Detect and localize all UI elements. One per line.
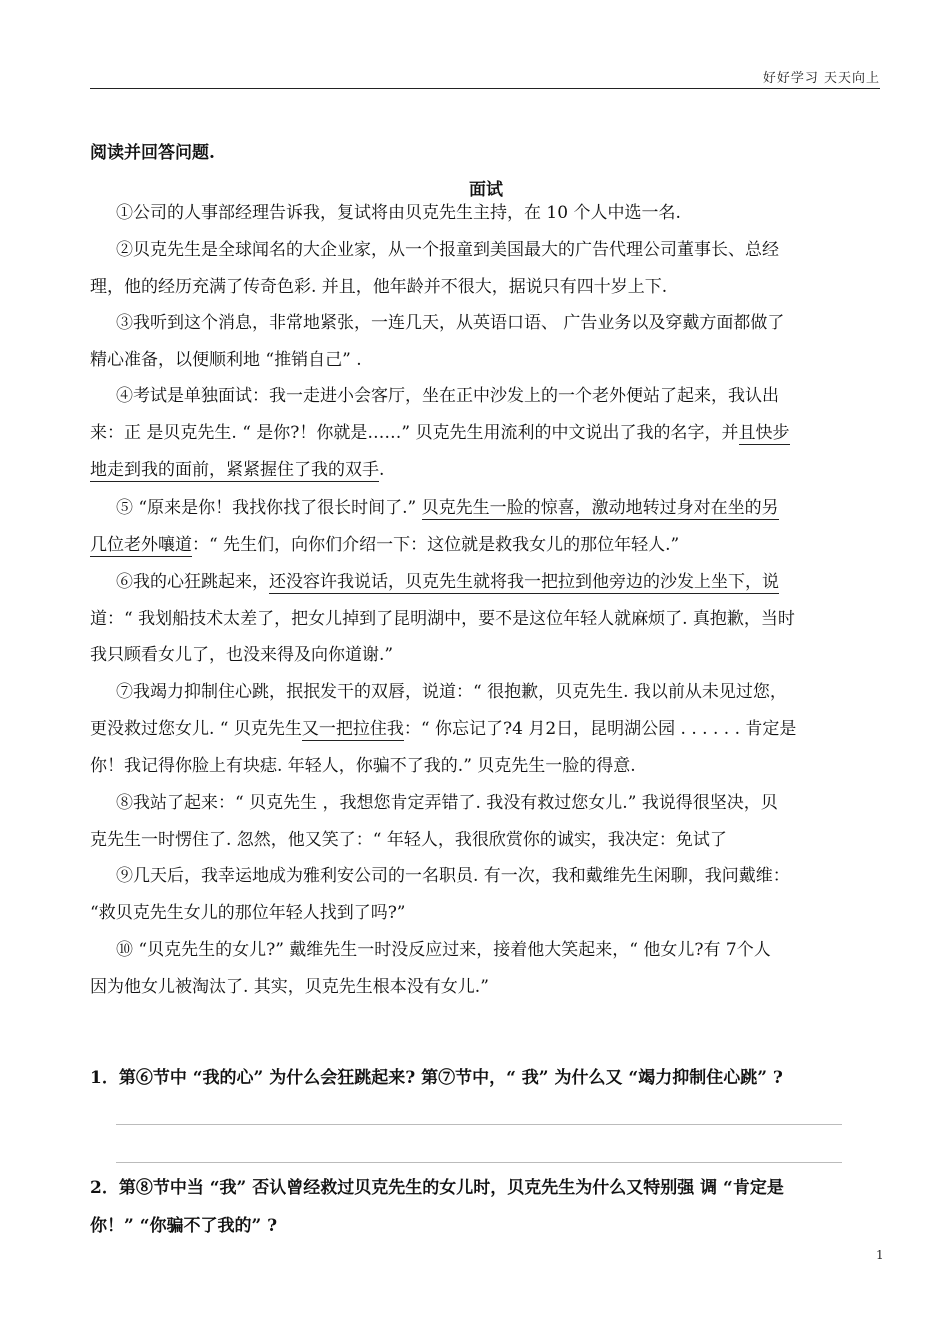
paragraph-line — [116, 313, 784, 333]
text-segment: 理，他的经历充满了传奇色彩. 并且，他年龄并不很大，据说只有四十岁上下. — [90, 277, 668, 297]
underlined-text: 还没容许我说话，贝克先生就将我一把拉到他旁边的沙发上坐下，说 — [269, 572, 779, 592]
text-segment: ④考试是单独面试：我一走进小会客厅，坐在正中沙发上的一个老外便站了起来，我认出 — [116, 386, 779, 406]
paragraph-line — [116, 572, 779, 592]
underlined-text: 且快步 — [738, 423, 790, 443]
paragraph-line — [90, 645, 393, 665]
paragraph-line — [116, 240, 779, 260]
paragraph-line — [116, 866, 790, 886]
paragraph-line — [90, 535, 679, 555]
text-segment: 更没救过您女儿. “ 贝克先生 — [90, 719, 302, 739]
text-segment: “救贝克先生女儿的那位年轻人找到了吗?” — [90, 903, 406, 923]
paragraph-line — [90, 830, 727, 850]
text-segment: . — [379, 460, 385, 480]
page-number: 1 — [876, 1248, 884, 1262]
paragraph-line — [116, 386, 779, 406]
paragraph-line — [116, 498, 779, 518]
paragraph-line — [116, 682, 787, 702]
text-segment: ⑥我的心狂跳起来， — [116, 572, 269, 592]
paragraph-line — [90, 719, 796, 739]
text-segment: ①公司的人事部经理告诉我，复试将由贝克先生主持，在 10 个人中选一名. — [116, 203, 681, 223]
underlined-text: 贝克先生一脸的惊喜，激动地转过身对在坐的另 — [421, 498, 779, 518]
text-segment: ②贝克先生是全球闻名的大企业家，从一个报童到美国最大的广告代理公司董事长、总经 — [116, 240, 779, 260]
paragraph-line — [90, 756, 636, 776]
answer-line[interactable] — [116, 1162, 842, 1163]
paragraph-line — [90, 277, 667, 297]
text-segment: ⑦我竭力抑制住心跳，抿抿发干的双唇，说道：“ 很抱歉，贝克先生. 我以前从未见过您， — [116, 682, 787, 702]
paragraph-line — [90, 350, 362, 370]
text-segment: ：“ 先生们，向你们介绍一下：这位就是救我女儿的那位年轻人.” — [192, 535, 680, 555]
paragraph-line — [90, 460, 384, 480]
text-segment: 因为他女儿被淘汰了. 其实，贝克先生根本没有女儿.” — [90, 977, 489, 997]
text-segment: ：“ 你忘记了?4 月2日，昆明湖公园 . . . . . . 肯定是 — [403, 719, 797, 739]
text-segment: 道：“ 我划船技术太差了，把女儿掉到了昆明湖中，要不是这位年轻人就麻烦了. 真抱歉，当时 — [90, 609, 795, 629]
text-segment: 克先生一时愣住了. 忽然，他又笑了：“ 年轻人，我很欣赏你的诚实，我决定：免试了 — [90, 830, 727, 850]
text-segment: 我只顾看女儿了，也没来得及向你道谢.” — [90, 645, 394, 665]
question-text: 1．第⑥节中 “我的心” 为什么会狂跳起来? 第⑦节中，“ 我” 为什么又 “竭力抑制住心跳” ? — [90, 1068, 783, 1088]
paragraph-line — [90, 609, 795, 629]
underlined-text: 又一把拉住我 — [301, 719, 404, 739]
page-header-text: 好好学习 天天向上 — [762, 71, 880, 86]
paragraph-line — [116, 940, 771, 960]
article-title: 面试 — [469, 180, 503, 200]
question-text: 2．第⑧节中当 “我” 否认曾经救过贝克先生的女儿时，贝克先生为什么又特别强 调 “肯定是 — [90, 1178, 784, 1198]
paragraph-line — [90, 423, 790, 443]
answer-line[interactable] — [116, 1124, 842, 1125]
paragraph-line — [116, 203, 681, 223]
paragraph-line — [116, 793, 778, 813]
text-segment: ⑨几天后，我幸运地成为雅利安公司的一名职员. 有一次，我和戴维先生闲聊，我问戴维： — [116, 866, 790, 886]
text-segment: ⑤ “原来是你！我找你找了很长时间了.” — [116, 498, 422, 518]
underlined-text: 几位老外嚷道 — [90, 535, 192, 555]
text-segment: ③我听到这个消息，非常地紧张，一连几天，从英语口语、 广告业务以及穿戴方面都做了 — [116, 313, 785, 333]
header-rule — [90, 88, 880, 89]
question-text: 你！” “你骗不了我的” ? — [90, 1216, 278, 1236]
text-segment: ⑧我站了起来：“ 贝克先生 ，我想您肯定弄错了. 我没有救过您女儿.” 我说得很坚决，贝 — [116, 793, 778, 813]
underlined-text: 地走到我的面前，紧紧握住了我的双手 — [90, 460, 379, 480]
text-segment: 来：正 是贝克先生. “ 是你?！你就是……” 贝克先生用流利的中文说出了我的名字，并 — [90, 423, 739, 443]
text-segment: 精心准备，以便顺利地 “推销自己” . — [90, 350, 362, 370]
paragraph-line — [90, 977, 489, 997]
text-segment: 你！我记得你脸上有块痣. 年轻人，你骗不了我的.” 贝克先生一脸的得意. — [90, 756, 636, 776]
text-segment: ⑩ “贝克先生的女儿?” 戴维先生一时没反应过来，接着他大笑起来，“ 他女儿?有 7个人 — [116, 940, 771, 960]
instruction-heading: 阅读并回答问题. — [90, 143, 215, 163]
paragraph-line — [90, 903, 406, 923]
